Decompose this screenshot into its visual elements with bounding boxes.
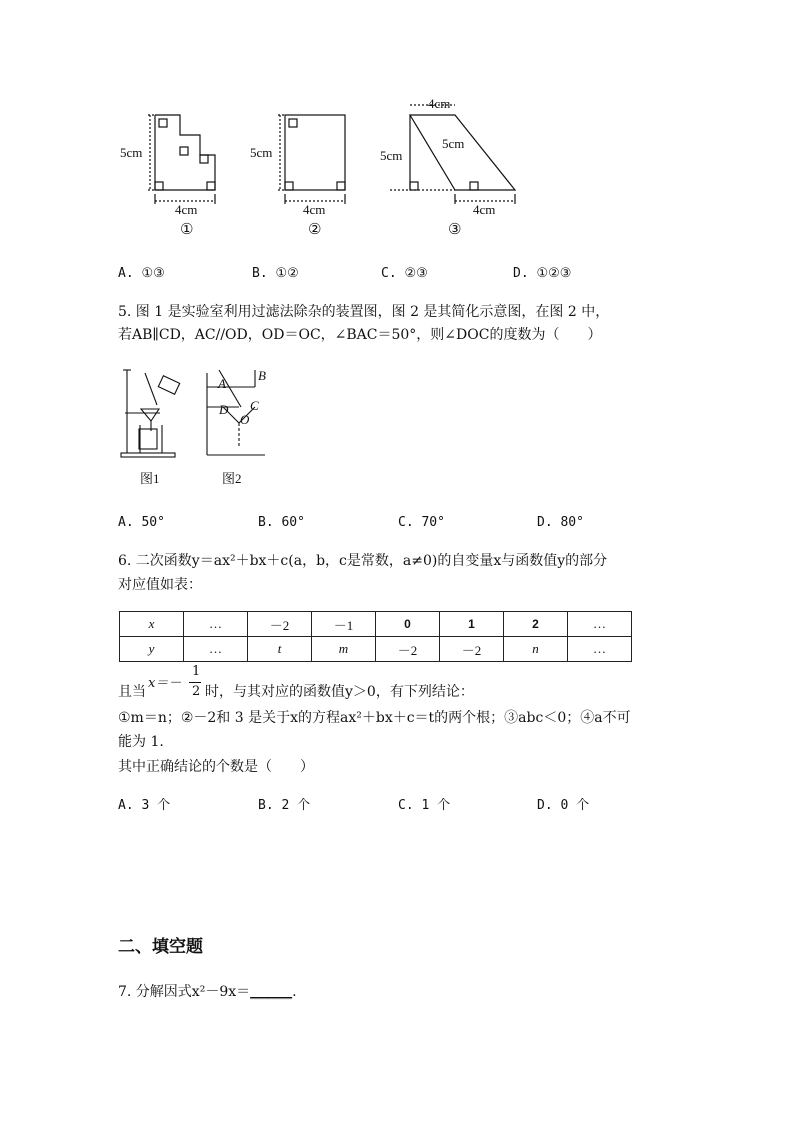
table-cell: 2 (504, 612, 568, 637)
fig3-top-label: 4cm (428, 96, 451, 111)
fig3-height-label: 5cm (380, 148, 403, 163)
q6-conclusions-line1: ①m＝n；②－2和 3 是关于x的方程ax²＋bx＋c＝t的两个根；③abc＜0；④a不可 (118, 710, 631, 726)
fig3-width-label: 4cm (473, 202, 496, 217)
q5-option-d: D. 80° (537, 515, 584, 530)
q5-option-b: B. 60° (258, 515, 305, 530)
q6-condition-x: x＝－ (148, 676, 182, 691)
section-title: 二、填空题 (118, 937, 203, 957)
q6-fraction-numerator: 1 (192, 664, 201, 679)
q5-fig2-caption: 图2 (222, 471, 242, 486)
fig2-width-label: 4cm (303, 202, 326, 217)
fig1-number: ① (180, 220, 194, 238)
table-cell: －1 (312, 612, 376, 637)
fraction-bar (189, 682, 201, 683)
q6-conclusions-line2: 能为 1. (118, 734, 164, 750)
q5-point-c: C (250, 398, 259, 413)
answer-blank[interactable]: ______ (250, 984, 293, 1000)
table-row-x (120, 612, 632, 637)
table-cell: … (184, 612, 248, 637)
table-cell: n (504, 637, 568, 662)
q6-option-a: A. 3 个 (118, 798, 171, 813)
q5-fig1-caption: 图1 (140, 471, 160, 486)
q5-point-a: A (218, 376, 226, 391)
q6-line1: 6. 二次函数y＝ax²＋bx＋c(a，b，c是常数，a≠0)的自变量x与函数值y的部分 (118, 553, 608, 569)
q5-point-o: O (240, 412, 250, 427)
table-cell: m (312, 637, 376, 662)
q6-condition-prefix: 且当 (118, 684, 146, 700)
q7-stem: 7. 分解因式x²－9x＝ (118, 984, 251, 1000)
q4-option-d: D. ①②③ (513, 266, 572, 281)
table-cell: 1 (440, 612, 504, 637)
table-cell: … (568, 637, 632, 662)
q6-option-c: C. 1 个 (398, 798, 451, 813)
q6-fraction-denominator: 2 (192, 684, 201, 699)
q5-option-a: A. 50° (118, 515, 165, 530)
table-row-y (120, 637, 632, 662)
table-cell: 0 (376, 612, 440, 637)
q6-option-b: B. 2 个 (258, 798, 311, 813)
fig1-width-label: 4cm (175, 202, 198, 217)
q5-point-b: B (258, 368, 266, 383)
table-cell: t (248, 637, 312, 662)
q4-option-a: A. ①③ (118, 266, 165, 281)
table-cell: … (568, 612, 632, 637)
q6-option-d: D. 0 个 (537, 798, 590, 813)
q5-point-d: D (219, 402, 229, 417)
q4-option-c: C. ②③ (381, 266, 428, 281)
fig2-number: ② (308, 220, 322, 238)
fig3-number: ③ (448, 220, 462, 238)
q5-line2: 若AB∥CD，AC//OD，OD＝OC，∠BAC＝50°，则∠DOC的度数为（ ） (118, 327, 602, 343)
table-cell: －2 (440, 637, 504, 662)
q7-text (118, 980, 297, 1004)
figure-1-shape (148, 115, 215, 204)
fig1-height-label: 5cm (120, 145, 143, 160)
q6-question: 其中正确结论的个数是（ ） (118, 759, 314, 775)
fig3-slant-label: 5cm (442, 136, 465, 151)
fig2-height-label: 5cm (250, 145, 273, 160)
table-cell: x (120, 612, 184, 637)
q6-line2: 对应值如表： (118, 577, 202, 593)
table-cell: y (120, 637, 184, 662)
q4-option-b: B. ①② (252, 266, 299, 281)
lab-stand-drawing (121, 370, 180, 457)
table-cell: －2 (248, 612, 312, 637)
q5-option-c: C. 70° (398, 515, 445, 530)
figure-3-shape (390, 105, 515, 204)
value-table (119, 611, 632, 662)
table-cell: … (184, 637, 248, 662)
q6-condition-suffix: 时，与其对应的函数值y＞0，有下列结论： (205, 684, 474, 700)
q5-line1: 5. 图 1 是实验室利用过滤法除杂的装置图，图 2 是其简化示意图，在图 2 中， (118, 304, 610, 320)
table-cell: －2 (376, 637, 440, 662)
q7-period: . (292, 984, 297, 1000)
figure-2-shape (278, 115, 345, 204)
